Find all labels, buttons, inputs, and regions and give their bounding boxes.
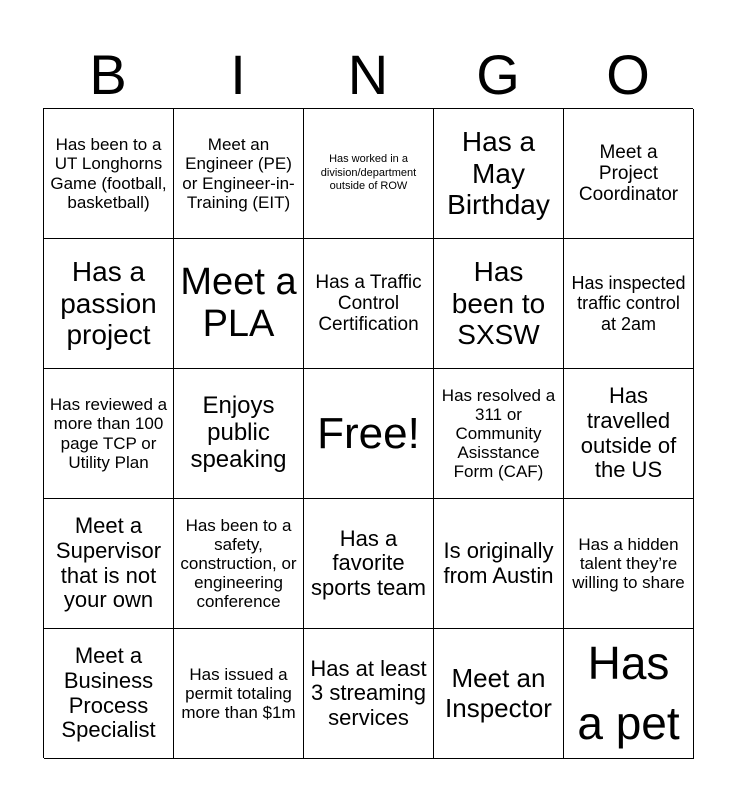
bingo-cell[interactable]: Has travelled outside of the US xyxy=(564,369,694,499)
bingo-cell[interactable]: Has issued a permit totaling more than $1m xyxy=(174,629,304,759)
bingo-cell[interactable]: Meet a Project Coordinator xyxy=(564,109,694,239)
header-letter-i: I xyxy=(230,43,246,106)
bingo-cell[interactable]: Has worked in a division/department outside of ROW xyxy=(304,109,434,239)
bingo-grid xyxy=(43,108,693,758)
bingo-cell[interactable]: Has inspected traffic control at 2am xyxy=(564,239,694,369)
bingo-cell[interactable]: Has at least 3 streaming services xyxy=(304,629,434,759)
header-letter-b: B xyxy=(89,43,127,106)
bingo-header xyxy=(43,42,693,108)
bingo-cell[interactable]: Enjoys public speaking xyxy=(174,369,304,499)
bingo-cell[interactable]: Has been to SXSW xyxy=(434,239,564,369)
bingo-cell[interactable]: Has been to a UT Longhorns Game (football, basketball) xyxy=(44,109,174,239)
bingo-cell[interactable]: Has a hidden talent they’re willing to share xyxy=(564,499,694,629)
bingo-cell[interactable]: Meet a Business Process Specialist xyxy=(44,629,174,759)
bingo-cell-free[interactable]: Free! xyxy=(304,369,434,499)
bingo-cell[interactable]: Is originally from Austin xyxy=(434,499,564,629)
bingo-cell[interactable]: Has a Traffic Control Certification xyxy=(304,239,434,369)
bingo-cell[interactable]: Meet an Engineer (PE) or Engineer-in-Training (EIT) xyxy=(174,109,304,239)
bingo-cell[interactable]: Has a May Birthday xyxy=(434,109,564,239)
bingo-cell[interactable]: Has a pet xyxy=(564,629,694,759)
header-letter-o: O xyxy=(606,43,650,106)
bingo-cell[interactable]: Has a favorite sports team xyxy=(304,499,434,629)
bingo-cell[interactable]: Has been to a safety, construction, or engineering conference xyxy=(174,499,304,629)
bingo-cell[interactable]: Has resolved a 311 or Community Asisstance Form (CAF) xyxy=(434,369,564,499)
bingo-cell[interactable]: Has a passion project xyxy=(44,239,174,369)
bingo-cell[interactable]: Meet a PLA xyxy=(174,239,304,369)
header-letter-n: N xyxy=(347,43,389,106)
header-letter-g: G xyxy=(476,43,520,106)
bingo-cell[interactable]: Meet a Supervisor that is not your own xyxy=(44,499,174,629)
bingo-cell[interactable]: Has reviewed a more than 100 page TCP or Utility Plan xyxy=(44,369,174,499)
bingo-cell[interactable]: Meet an Inspector xyxy=(434,629,564,759)
